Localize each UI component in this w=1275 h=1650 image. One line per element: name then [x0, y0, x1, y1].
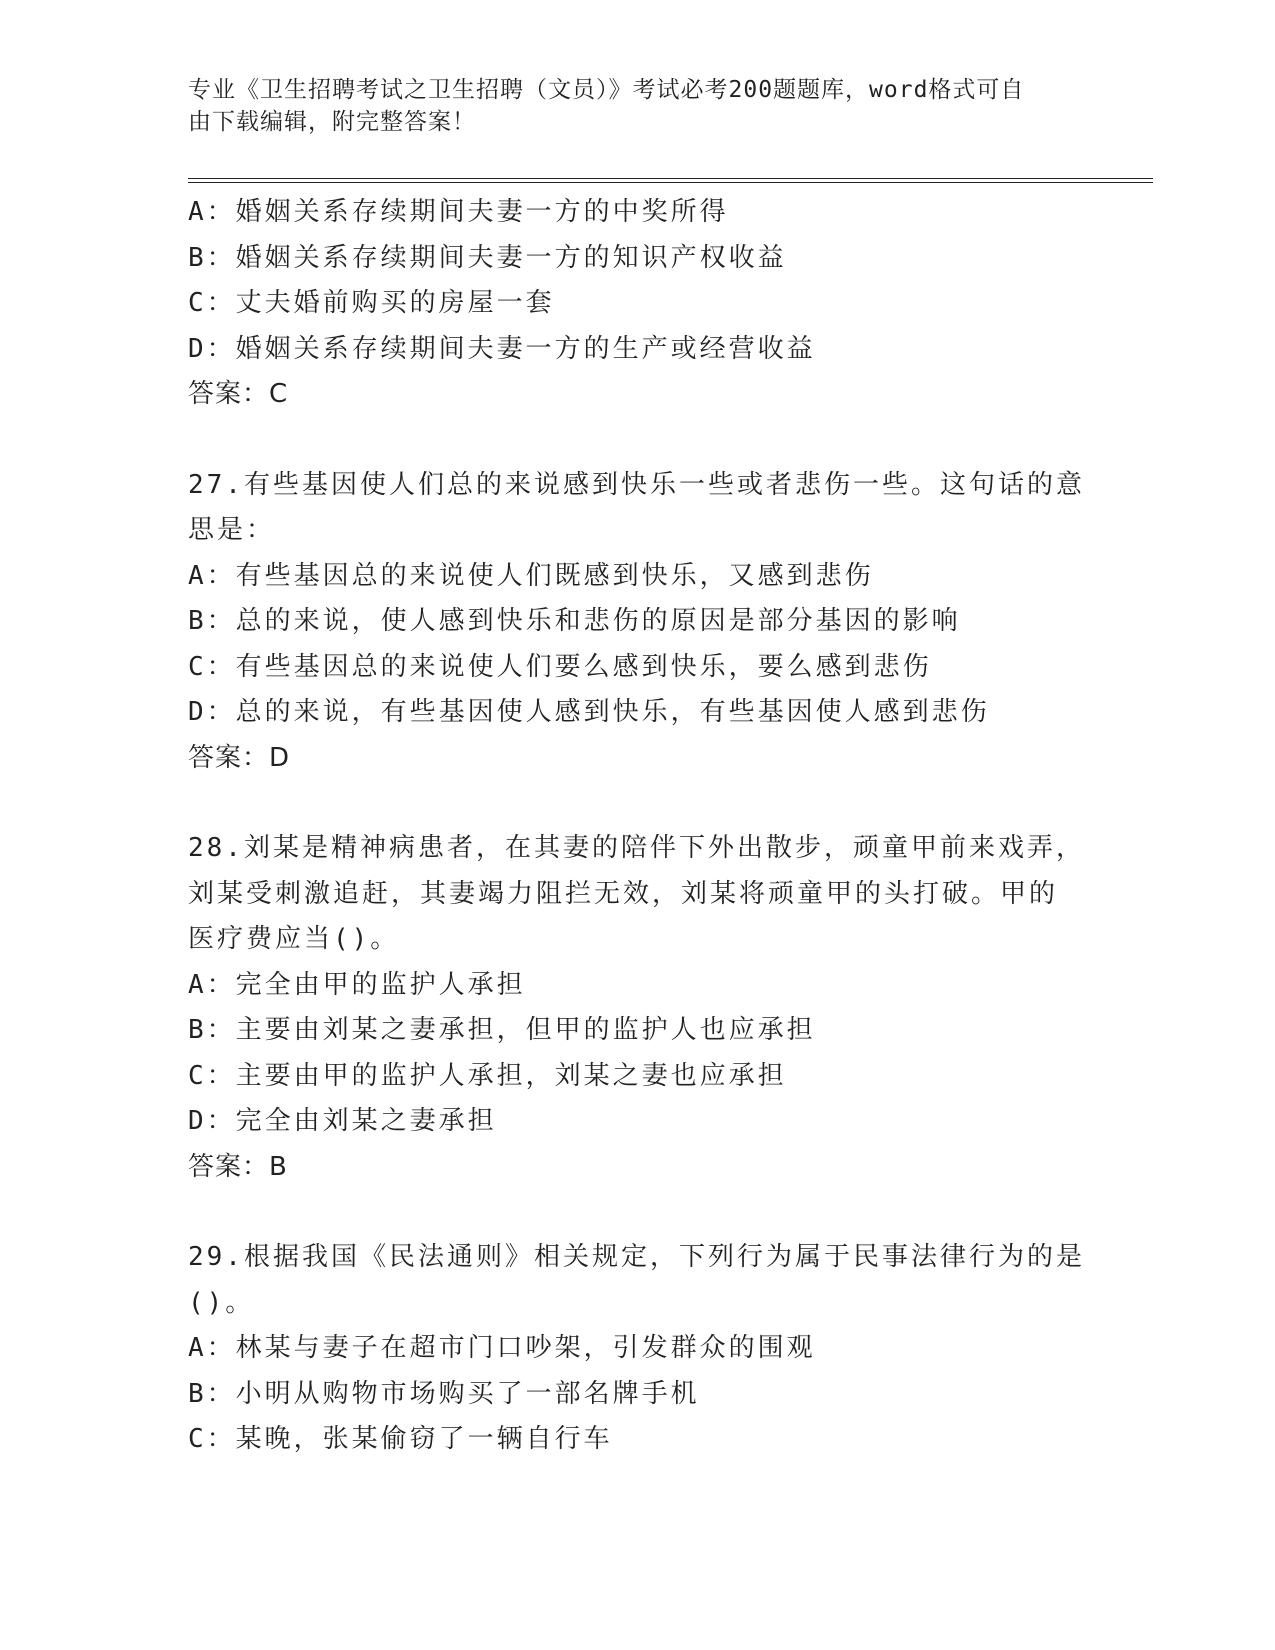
question-27	[188, 463, 1088, 782]
question-stem-line: 27.有些基因使人们总的来说感到快乐一些或者悲伤一些。这句话的意	[188, 469, 1085, 500]
header-line-2: 由下载编辑，附完整答案！	[188, 109, 476, 135]
header-divider-top	[188, 178, 1153, 179]
option-d: D：完全由刘某之妻承担	[188, 1106, 497, 1136]
question-26-continued	[188, 190, 1088, 418]
option-b: B：主要由刘某之妻承担，但甲的监护人也应承担	[188, 1015, 816, 1045]
option-c: C：主要由甲的监护人承担，刘某之妻也应承担	[188, 1060, 787, 1091]
option-a: A：有些基因总的来说使人们既感到快乐，又感到悲伤	[188, 560, 874, 591]
option-c: C：有些基因总的来说使人们要么感到快乐，要么感到悲伤	[188, 651, 932, 682]
question-29	[188, 1235, 1088, 1463]
option-d: D：婚姻关系存续期间夫妻一方的生产或经营收益	[188, 333, 816, 364]
question-stem-line: 28.刘某是精神病患者，在其妻的陪伴下外出散步，顽童甲前来戏弄，	[188, 833, 1085, 863]
question-stem-line: 医疗费应当()。	[188, 924, 400, 954]
option-a: A：完全由甲的监护人承担	[188, 969, 526, 1000]
answer-line: 答案：C	[188, 379, 289, 409]
question-stem-line: 29.根据我国《民法通则》相关规定，下列行为属于民事法律行为的是	[188, 1242, 1085, 1272]
option-b: B：小明从购物市场购买了一部名牌手机	[188, 1378, 700, 1409]
option-c: C：丈夫婚前购买的房屋一套	[188, 288, 555, 318]
question-stem-line: 刘某受刺激追赶，其妻竭力阻拦无效，刘某将顽童甲的头打破。甲的	[188, 878, 1059, 909]
option-b: B：婚姻关系存续期间夫妻一方的知识产权收益	[188, 242, 787, 273]
question-28	[188, 826, 1088, 1190]
header-line-1: 专业《卫生招聘考试之卫生招聘（文员）》考试必考200题题库，word格式可自	[188, 77, 1025, 103]
answer-line: 答案：D	[188, 742, 291, 773]
option-a: A：林某与妻子在超市门口吵架，引发群众的围观	[188, 1333, 816, 1363]
option-a: A：婚姻关系存续期间夫妻一方的中奖所得	[188, 197, 729, 227]
option-b: B：总的来说，使人感到快乐和悲伤的原因是部分基因的影响	[188, 606, 961, 636]
question-stem-line: ()。	[188, 1287, 255, 1318]
header-divider-bottom	[188, 182, 1153, 183]
document-header	[188, 74, 1068, 138]
option-d: D：总的来说，有些基因使人感到快乐，有些基因使人感到悲伤	[188, 697, 990, 727]
question-list	[188, 190, 1088, 1463]
question-stem-line: 思是：	[188, 515, 276, 545]
answer-line: 答案：B	[188, 1151, 288, 1182]
option-c: C：某晚，张某偷窃了一辆自行车	[188, 1424, 613, 1454]
